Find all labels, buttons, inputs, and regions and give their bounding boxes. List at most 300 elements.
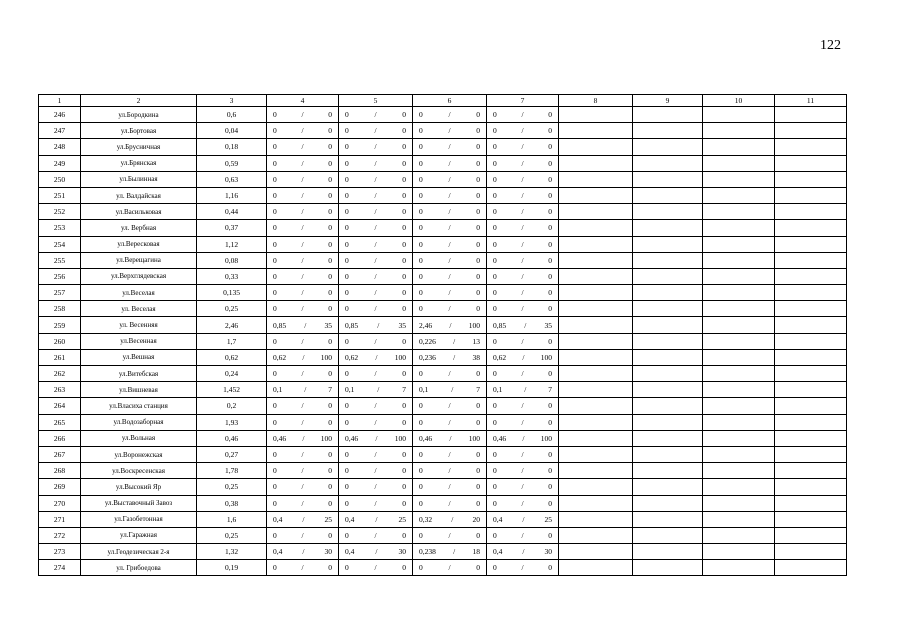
- slash-separator: /: [374, 191, 377, 201]
- slash-separator: /: [374, 110, 377, 120]
- empty-cell: [633, 204, 703, 220]
- empty-cell: [633, 544, 703, 560]
- pair-value-b: 100: [540, 433, 552, 443]
- row-number: 259: [39, 317, 81, 333]
- slash-separator: /: [374, 304, 377, 314]
- row-number: 256: [39, 268, 81, 284]
- pair-cell: [339, 333, 413, 349]
- pair-value-b: 0: [328, 336, 332, 346]
- pair-value-b: 0: [402, 126, 406, 136]
- pair-value-a: 0: [345, 336, 349, 346]
- pair-value-b: 0: [476, 126, 480, 136]
- pair-value-b: 0: [328, 191, 332, 201]
- pair-value-a: 0: [273, 482, 277, 492]
- slash-separator: /: [448, 207, 451, 217]
- pair-value-a: 0: [345, 563, 349, 573]
- empty-cell: [633, 236, 703, 252]
- slash-separator: /: [448, 271, 451, 281]
- empty-cell: [559, 236, 633, 252]
- column-header: 5: [339, 95, 413, 107]
- slash-separator: /: [301, 239, 304, 249]
- street-name: ул.Воскресенская: [81, 463, 197, 479]
- empty-cell: [559, 187, 633, 203]
- slash-separator: /: [449, 433, 452, 443]
- slash-separator: /: [374, 530, 377, 540]
- row-number: 260: [39, 333, 81, 349]
- slash-separator: /: [374, 174, 377, 184]
- empty-cell: [559, 155, 633, 171]
- pair-value-a: 0: [345, 142, 349, 152]
- slash-separator: /: [521, 191, 524, 201]
- empty-cell: [775, 366, 847, 382]
- pair-value-b: 7: [328, 385, 332, 395]
- pair-cell: [487, 220, 559, 236]
- pair-value-b: 0: [402, 530, 406, 540]
- pair-value-b: 0: [476, 255, 480, 265]
- slash-separator: /: [301, 207, 304, 217]
- pair-cell: [267, 155, 339, 171]
- pair-value-b: 0: [476, 288, 480, 298]
- pair-value-b: 0: [328, 482, 332, 492]
- pair-value-b: 0: [328, 207, 332, 217]
- pair-value-b: 0: [548, 110, 552, 120]
- empty-cell: [633, 171, 703, 187]
- slash-separator: /: [448, 288, 451, 298]
- pair-value-b: 0: [328, 142, 332, 152]
- pair-value-a: 0,4: [345, 547, 355, 557]
- pair-value-a: 0: [493, 482, 497, 492]
- empty-cell: [703, 107, 775, 123]
- empty-cell: [703, 285, 775, 301]
- empty-cell: [703, 560, 775, 576]
- pair-value-a: 0: [493, 174, 497, 184]
- pair-value-a: 0: [345, 450, 349, 460]
- slash-separator: /: [448, 369, 451, 379]
- table-row: [39, 414, 847, 430]
- street-name: ул.Брянская: [81, 155, 197, 171]
- empty-cell: [559, 107, 633, 123]
- pair-cell: [413, 155, 487, 171]
- pair-value-b: 100: [394, 352, 406, 362]
- slash-separator: /: [374, 207, 377, 217]
- empty-cell: [775, 155, 847, 171]
- pair-value-a: 0: [493, 466, 497, 476]
- row-number: 263: [39, 382, 81, 398]
- pair-cell: [413, 285, 487, 301]
- street-name: ул. Валдайская: [81, 187, 197, 203]
- column-header: 1: [39, 95, 81, 107]
- pair-value-a: 0: [493, 530, 497, 540]
- pair-value-b: 0: [328, 369, 332, 379]
- street-name: ул.Верхглядевская: [81, 268, 197, 284]
- row-number: 248: [39, 139, 81, 155]
- street-name: ул.Воронежская: [81, 446, 197, 462]
- length-value: 1,6: [197, 511, 267, 527]
- table-row: [39, 187, 847, 203]
- pair-cell: [413, 171, 487, 187]
- pair-value-a: 0: [493, 191, 497, 201]
- pair-value-a: 0,4: [493, 547, 503, 557]
- table-row: [39, 285, 847, 301]
- slash-separator: /: [374, 158, 377, 168]
- slash-separator: /: [522, 352, 525, 362]
- pair-cell: [487, 463, 559, 479]
- slash-separator: /: [301, 563, 304, 573]
- street-name: ул.Верещагина: [81, 252, 197, 268]
- column-header: 9: [633, 95, 703, 107]
- table-row: [39, 349, 847, 365]
- empty-cell: [703, 349, 775, 365]
- pair-value-b: 35: [398, 320, 406, 330]
- pair-value-a: 0: [493, 223, 497, 233]
- pair-cell: [413, 527, 487, 543]
- empty-cell: [775, 463, 847, 479]
- pair-cell: [267, 204, 339, 220]
- pair-cell: [487, 285, 559, 301]
- slash-separator: /: [448, 126, 451, 136]
- slash-separator: /: [301, 126, 304, 136]
- row-number: 255: [39, 252, 81, 268]
- pair-cell: [413, 446, 487, 462]
- slash-separator: /: [448, 304, 451, 314]
- table-row: [39, 446, 847, 462]
- pair-value-a: 0: [419, 207, 423, 217]
- pair-value-a: 0: [419, 255, 423, 265]
- empty-cell: [703, 430, 775, 446]
- pair-value-b: 0: [548, 530, 552, 540]
- street-name: ул.Газобетонная: [81, 511, 197, 527]
- pair-cell: [487, 268, 559, 284]
- pair-value-b: 0: [402, 417, 406, 427]
- pair-cell: [339, 187, 413, 203]
- empty-cell: [633, 479, 703, 495]
- pair-cell: [267, 139, 339, 155]
- street-name: ул.Высокий Яр: [81, 479, 197, 495]
- row-number: 257: [39, 285, 81, 301]
- empty-cell: [633, 123, 703, 139]
- pair-cell: [487, 123, 559, 139]
- pair-value-b: 100: [468, 433, 480, 443]
- pair-value-a: 0: [345, 207, 349, 217]
- pair-cell: [339, 511, 413, 527]
- slash-separator: /: [301, 482, 304, 492]
- empty-cell: [775, 236, 847, 252]
- pair-cell: [487, 107, 559, 123]
- pair-value-b: 0: [548, 336, 552, 346]
- pair-value-a: 0: [493, 239, 497, 249]
- street-name: ул.Вишневая: [81, 382, 197, 398]
- pair-value-b: 100: [394, 433, 406, 443]
- length-value: 0,38: [197, 495, 267, 511]
- length-value: 1,32: [197, 544, 267, 560]
- pair-value-a: 0: [493, 336, 497, 346]
- pair-cell: [413, 414, 487, 430]
- pair-value-b: 0: [328, 126, 332, 136]
- pair-value-a: 0: [493, 498, 497, 508]
- empty-cell: [703, 495, 775, 511]
- empty-cell: [633, 333, 703, 349]
- pair-value-b: 0: [548, 369, 552, 379]
- slash-separator: /: [448, 466, 451, 476]
- pair-value-a: 0: [345, 255, 349, 265]
- pair-value-b: 0: [328, 110, 332, 120]
- pair-value-b: 0: [402, 482, 406, 492]
- pair-cell: [339, 479, 413, 495]
- pair-value-b: 0: [476, 223, 480, 233]
- pair-cell: [267, 285, 339, 301]
- pair-cell: [339, 446, 413, 462]
- pair-value-b: 0: [328, 563, 332, 573]
- slash-separator: /: [448, 110, 451, 120]
- slash-separator: /: [302, 547, 305, 557]
- slash-separator: /: [302, 514, 305, 524]
- pair-value-a: 0: [419, 158, 423, 168]
- pair-value-b: 0: [548, 498, 552, 508]
- row-number: 246: [39, 107, 81, 123]
- slash-separator: /: [521, 174, 524, 184]
- empty-cell: [559, 398, 633, 414]
- table-row: [39, 204, 847, 220]
- empty-cell: [703, 317, 775, 333]
- pair-value-a: 0: [345, 304, 349, 314]
- slash-separator: /: [377, 385, 380, 395]
- pair-cell: [339, 544, 413, 560]
- pair-value-a: 0: [345, 174, 349, 184]
- pair-value-a: 0: [419, 563, 423, 573]
- slash-separator: /: [521, 530, 524, 540]
- pair-value-a: 0: [345, 110, 349, 120]
- empty-cell: [633, 366, 703, 382]
- pair-value-b: 0: [476, 191, 480, 201]
- pair-cell: [339, 107, 413, 123]
- row-number: 254: [39, 236, 81, 252]
- slash-separator: /: [451, 385, 454, 395]
- slash-separator: /: [375, 547, 378, 557]
- empty-cell: [703, 511, 775, 527]
- slash-separator: /: [302, 352, 305, 362]
- slash-separator: /: [374, 498, 377, 508]
- pair-value-a: 0: [419, 271, 423, 281]
- empty-cell: [559, 349, 633, 365]
- pair-cell: [339, 398, 413, 414]
- slash-separator: /: [521, 110, 524, 120]
- pair-value-b: 35: [324, 320, 332, 330]
- slash-separator: /: [301, 158, 304, 168]
- row-number: 273: [39, 544, 81, 560]
- pair-value-b: 0: [548, 271, 552, 281]
- pair-cell: [487, 155, 559, 171]
- pair-cell: [413, 236, 487, 252]
- pair-value-a: 0: [345, 369, 349, 379]
- row-number: 249: [39, 155, 81, 171]
- slash-separator: /: [448, 223, 451, 233]
- pair-value-b: 0: [548, 288, 552, 298]
- slash-separator: /: [301, 530, 304, 540]
- table-row: [39, 123, 847, 139]
- row-number: 262: [39, 366, 81, 382]
- length-value: 1,16: [197, 187, 267, 203]
- pair-value-b: 30: [398, 547, 406, 557]
- empty-cell: [703, 414, 775, 430]
- table-row: [39, 544, 847, 560]
- pair-value-a: 0: [493, 126, 497, 136]
- pair-value-a: 0: [419, 174, 423, 184]
- pair-value-a: 0,46: [493, 433, 507, 443]
- pair-value-b: 0: [476, 207, 480, 217]
- slash-separator: /: [377, 320, 380, 330]
- pair-value-b: 0: [548, 174, 552, 184]
- pair-cell: [487, 366, 559, 382]
- length-value: 0,19: [197, 560, 267, 576]
- pair-value-b: 0: [476, 482, 480, 492]
- pair-value-a: 0: [273, 417, 277, 427]
- length-value: 0,25: [197, 301, 267, 317]
- slash-separator: /: [448, 191, 451, 201]
- pair-cell: [267, 220, 339, 236]
- row-number: 274: [39, 560, 81, 576]
- pair-value-b: 0: [548, 401, 552, 411]
- pair-cell: [339, 414, 413, 430]
- pair-cell: [267, 527, 339, 543]
- slash-separator: /: [521, 255, 524, 265]
- empty-cell: [775, 268, 847, 284]
- slash-separator: /: [521, 498, 524, 508]
- pair-value-b: 100: [468, 320, 480, 330]
- length-value: 0,18: [197, 139, 267, 155]
- pair-value-b: 0: [402, 174, 406, 184]
- pair-cell: [267, 301, 339, 317]
- slash-separator: /: [375, 352, 378, 362]
- street-name: ул.Власиха станция: [81, 398, 197, 414]
- pair-value-b: 30: [324, 547, 332, 557]
- slash-separator: /: [448, 142, 451, 152]
- pair-value-b: 7: [548, 385, 552, 395]
- empty-cell: [559, 220, 633, 236]
- pair-value-a: 0: [345, 417, 349, 427]
- pair-cell: [267, 268, 339, 284]
- slash-separator: /: [448, 530, 451, 540]
- pair-value-a: 0: [345, 466, 349, 476]
- column-header: 8: [559, 95, 633, 107]
- street-name: ул. Грибоедова: [81, 560, 197, 576]
- empty-cell: [633, 495, 703, 511]
- empty-cell: [633, 398, 703, 414]
- pair-value-a: 0: [493, 142, 497, 152]
- empty-cell: [775, 382, 847, 398]
- slash-separator: /: [374, 417, 377, 427]
- slash-separator: /: [524, 385, 527, 395]
- pair-value-a: 0: [273, 450, 277, 460]
- slash-separator: /: [301, 174, 304, 184]
- pair-cell: [267, 123, 339, 139]
- empty-cell: [703, 463, 775, 479]
- pair-value-b: 0: [402, 223, 406, 233]
- slash-separator: /: [301, 498, 304, 508]
- empty-cell: [633, 349, 703, 365]
- empty-cell: [633, 252, 703, 268]
- page-number: 122: [820, 38, 841, 53]
- empty-cell: [559, 204, 633, 220]
- pair-cell: [339, 204, 413, 220]
- pair-cell: [267, 317, 339, 333]
- pair-value-a: 0: [419, 450, 423, 460]
- pair-value-b: 0: [402, 110, 406, 120]
- pair-value-b: 0: [328, 174, 332, 184]
- pair-value-a: 0: [273, 304, 277, 314]
- slash-separator: /: [448, 482, 451, 492]
- length-value: 0,46: [197, 430, 267, 446]
- length-value: 0,37: [197, 220, 267, 236]
- pair-cell: [339, 171, 413, 187]
- slash-separator: /: [374, 126, 377, 136]
- slash-separator: /: [301, 304, 304, 314]
- pair-cell: [487, 544, 559, 560]
- pair-cell: [339, 236, 413, 252]
- slash-separator: /: [449, 320, 452, 330]
- pair-value-b: 0: [476, 304, 480, 314]
- pair-value-b: 100: [540, 352, 552, 362]
- slash-separator: /: [301, 255, 304, 265]
- pair-value-a: 0,62: [345, 352, 359, 362]
- table-row: [39, 317, 847, 333]
- pair-value-b: 0: [402, 450, 406, 460]
- pair-value-a: 0: [345, 271, 349, 281]
- length-value: 0,62: [197, 349, 267, 365]
- empty-cell: [775, 446, 847, 462]
- pair-cell: [267, 511, 339, 527]
- empty-cell: [775, 527, 847, 543]
- pair-cell: [487, 252, 559, 268]
- empty-cell: [703, 527, 775, 543]
- slash-separator: /: [521, 417, 524, 427]
- empty-cell: [633, 463, 703, 479]
- column-header: 3: [197, 95, 267, 107]
- empty-cell: [559, 366, 633, 382]
- pair-value-a: 0: [419, 288, 423, 298]
- pair-cell: [267, 349, 339, 365]
- column-header: 6: [413, 95, 487, 107]
- slash-separator: /: [301, 369, 304, 379]
- table-row: [39, 560, 847, 576]
- pair-value-b: 0: [402, 158, 406, 168]
- empty-cell: [775, 560, 847, 576]
- pair-value-a: 0,226: [419, 336, 436, 346]
- pair-cell: [267, 252, 339, 268]
- pair-value-b: 0: [476, 563, 480, 573]
- empty-cell: [703, 171, 775, 187]
- empty-cell: [633, 414, 703, 430]
- pair-cell: [339, 285, 413, 301]
- pair-value-a: 0: [419, 110, 423, 120]
- empty-cell: [633, 317, 703, 333]
- pair-value-b: 0: [328, 223, 332, 233]
- row-number: 264: [39, 398, 81, 414]
- pair-cell: [339, 268, 413, 284]
- pair-value-b: 0: [548, 255, 552, 265]
- length-value: 0,24: [197, 366, 267, 382]
- pair-value-a: 0: [493, 369, 497, 379]
- pair-value-b: 7: [476, 385, 480, 395]
- pair-value-b: 0: [476, 450, 480, 460]
- street-name: ул. Весенняя: [81, 317, 197, 333]
- pair-value-a: 0: [273, 498, 277, 508]
- pair-value-b: 0: [476, 271, 480, 281]
- street-name: ул.Васильковая: [81, 204, 197, 220]
- length-value: 0,6: [197, 107, 267, 123]
- pair-cell: [413, 430, 487, 446]
- pair-value-a: 0: [345, 288, 349, 298]
- slash-separator: /: [374, 288, 377, 298]
